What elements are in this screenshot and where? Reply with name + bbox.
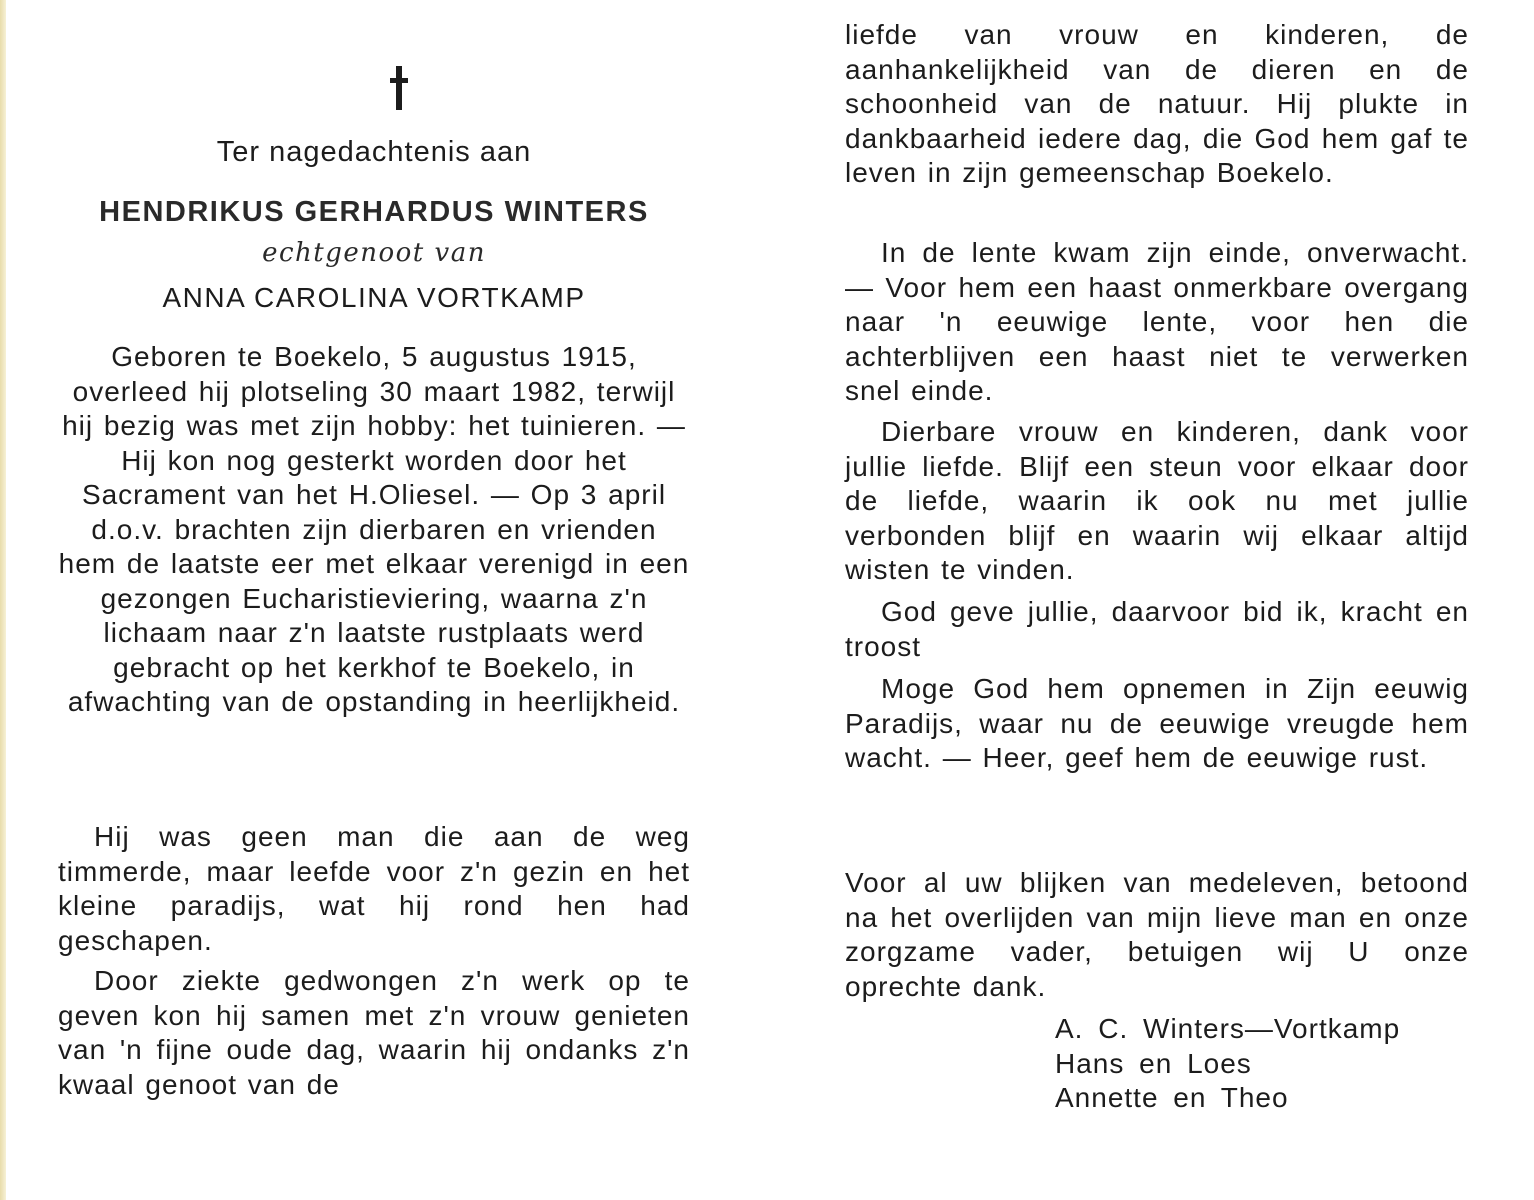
blessing-paragraph: God geve jullie, daarvoor bid ik, kracht en troost — [845, 596, 1469, 662]
spouse-label: echtgenoot van — [262, 238, 486, 268]
spring-paragraph: In de lente kwam zijn einde, onverwacht. — Voor hem een haast onmerkbare overgang naar 'n eeuwige lente, voor hen die achterblijven een haast niet te verwerken snel einde. — [845, 237, 1469, 406]
signature-line: Hans en Loes — [1055, 1047, 1252, 1079]
signature-line: Annette en Theo — [1055, 1082, 1289, 1113]
deceased-name: HENDRIKUS GERHARDUS WINTERS — [99, 196, 649, 228]
signatures — [1055, 1012, 1475, 1116]
spouse-name: ANNA CAROLINA VORTKAMP — [162, 282, 586, 313]
signature-line: A. C. Winters—Vortkamp — [1055, 1013, 1401, 1044]
intro-line: Ter nagedachtenis aan — [216, 136, 532, 168]
character-paragraph: Hij was geen man die aan de weg timmerde, maar leefde voor z'n gezin en het kleine paradijs, wat hij rond hen had geschapen. — [58, 821, 690, 956]
page-edge — [0, 0, 6, 1200]
farewell-paragraph: Dierbare vrouw en kinderen, dank voor jullie liefde. Blijf een steun voor elkaar door de liefde, waarin ik ook nu met jullie verbonden blijf en waarin wij elkaar altijd wisten te vinden. — [845, 416, 1469, 585]
retirement-paragraph: Door ziekte gedwongen z'n werk op te geven kon hij samen met z'n vrouw genieten van 'n fijne oude dag, waarin hij ondanks z'n kwaal genoot van de — [58, 965, 690, 1100]
prayer-paragraph: Moge God hem opnemen in Zijn eeuwig Paradijs, waar nu de eeuwige vreugde hem wacht. — Heer, geef hem de eeuwige rust. — [845, 673, 1469, 773]
biography-paragraph: Geboren te Boekelo, 5 augustus 1915, overleed hij plotseling 30 maart 1982, terwijl hij bezig was met zijn hobby: het tuinieren. — Hij kon nog gesterkt worden door het Sacrament van het H.Oliesel. — Op 3 april d.o.v. brachten zijn dierbaren en vrienden hem de laatste eer met elkaar verenigd in een gezongen Eucharistieviering, waarna z'n lichaam naar z'n laatste rustplaats werd gebracht op het kerkhof te Boekelo, in afwachting van de opstanding in heerlijkheid. — [58, 341, 690, 717]
continuation-paragraph: liefde van vrouw en kinderen, de aanhankelijkheid van de dieren en de schoonheid van de natuur. Hij plukte in dankbaarheid iedere dag, die God hem gaf te leven in zijn gemeenschap Boekelo. — [845, 19, 1469, 188]
cross-icon — [390, 66, 408, 110]
thanks-paragraph: Voor al uw blijken van medeleven, betoond na het overlijden van mijn lieve man en onze zorgzame vader, betuigen wij U onze oprechte dank. — [845, 867, 1469, 1002]
